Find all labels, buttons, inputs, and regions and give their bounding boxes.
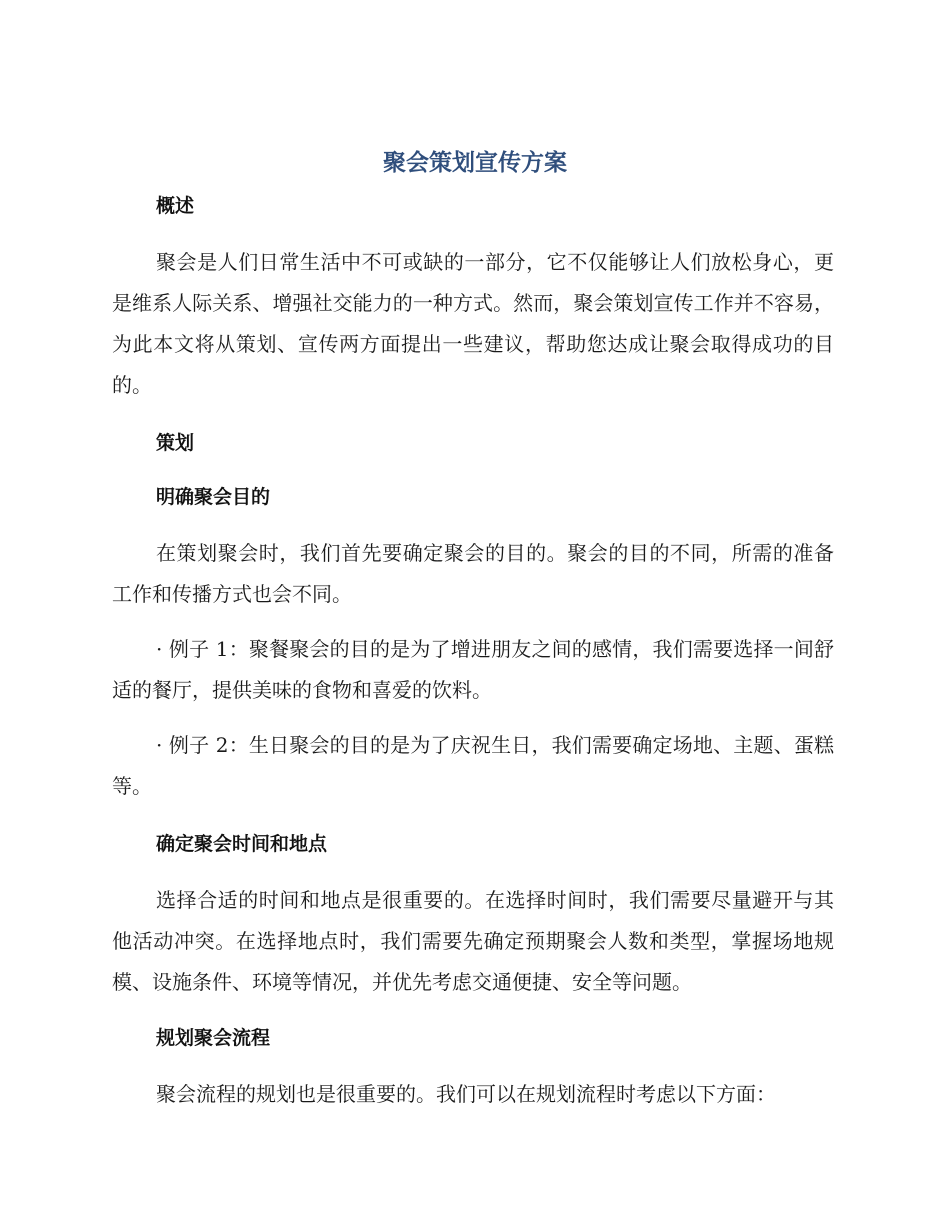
paragraph-time-place: 选择合适的时间和地点是很重要的。在选择时间时，我们需要尽量避开与其他活动冲突。在选择地点时，我们需要先确定预期聚会人数和类型，掌握场地规模、设施条件、环境等情况，并优先考虑交通便捷、安全等问题。: [112, 888, 834, 994]
paragraph-flow: 聚会流程的规划也是很重要的。我们可以在规划流程时考虑以下方面：: [156, 1082, 776, 1106]
heading-planning: 策划: [156, 432, 195, 454]
heading-overview: 概述: [156, 195, 195, 217]
paragraph-overview: 聚会是人们日常生活中不可或缺的一部分，它不仅能够让人们放松身心，更是维系人际关系、增强社交能力的一种方式。然而，聚会策划宣传工作并不容易，为此本文将从策划、宣传两方面提出一些建议，帮助您达成让聚会取得成功的目的。: [112, 250, 834, 397]
document-title: 聚会策划宣传方案: [383, 150, 567, 176]
heading-purpose: 明确聚会目的: [156, 486, 271, 508]
heading-time-place: 确定聚会时间和地点: [156, 833, 328, 855]
paragraph-example-2: · 例子 2：生日聚会的目的是为了庆祝生日，我们需要确定场地、主题、蛋糕等。: [112, 733, 834, 798]
heading-flow: 规划聚会流程: [156, 1027, 271, 1049]
paragraph-example-1: · 例子 1：聚餐聚会的目的是为了增进朋友之间的感情，我们需要选择一间舒适的餐厅，提供美味的食物和喜爱的饮料。: [112, 637, 834, 702]
paragraph-purpose: 在策划聚会时，我们首先要确定聚会的目的。聚会的目的不同，所需的准备工作和传播方式也会不同。: [112, 541, 834, 606]
